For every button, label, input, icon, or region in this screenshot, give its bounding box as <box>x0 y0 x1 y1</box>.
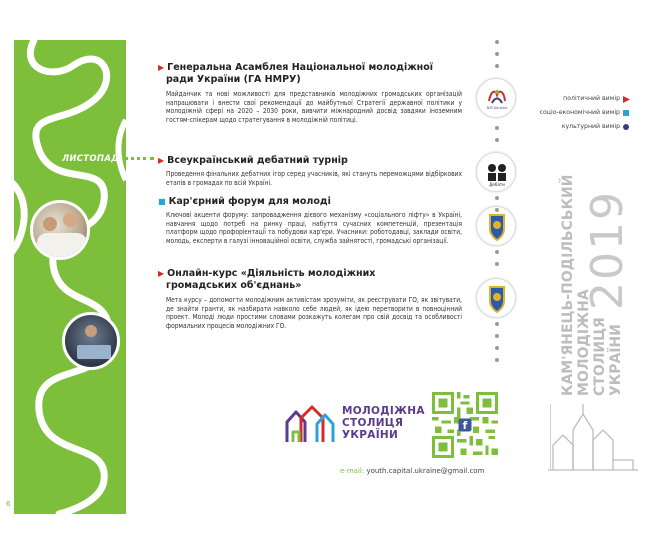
vertical-title-line3: СТОЛИЦЯ <box>592 317 608 396</box>
political-marker-icon: ▶ <box>158 63 165 72</box>
legend-socio-economic: соціо-економічний вимір <box>539 109 620 116</box>
qr-code[interactable] <box>432 392 498 458</box>
month-label: ЛИСТОПАД <box>62 154 120 164</box>
socio-economic-square-icon <box>623 110 629 116</box>
event-4 <box>158 268 462 330</box>
event-1 <box>158 62 462 124</box>
legend-cultural: культурний вимір <box>561 123 620 130</box>
svg-text:f: f <box>462 419 468 433</box>
political-marker-icon: ▶ <box>158 156 165 165</box>
photo-circle-2 <box>62 312 120 370</box>
event-title: ▶ Генеральна Асамблея Національної молодіжної ради України (ГА НМРУ) <box>158 62 434 85</box>
debate-logo-icon: Дебати <box>476 152 516 192</box>
month-connector <box>124 157 154 161</box>
nycu-logo-icon: NYCUkraine <box>476 78 516 118</box>
event-title: ■ Кар'єрний форум для молоді <box>158 196 331 207</box>
vertical-title-line2: МОЛОДІЖНА <box>576 289 592 396</box>
footer-email <box>340 467 484 475</box>
cultural-circle-icon <box>623 124 629 130</box>
political-triangle-icon <box>623 96 630 103</box>
event-body: Ключові акценти форуму: запровадження дієвого механізму «соціального ліфту» в Україні, навчання щодо потреб на ринку праці, набуття сучасних компетенцій, презентація платформ щодо профорієнтації та побудови кар'єри. Учасники: роботодавці, заклади освіти, молодь, експерти в галузі інноваційної освіти, служба зайнятості, громадські організації. <box>166 211 462 245</box>
photo-circle-1 <box>30 200 90 260</box>
brand-name <box>342 405 425 441</box>
brand-line3: УКРАЇНИ <box>342 429 399 441</box>
brand-line2: СТОЛИЦЯ <box>342 417 404 429</box>
vertical-year: 2019 <box>582 190 633 310</box>
timeline-dots <box>492 38 502 368</box>
event-body: Мета курсу – допомогти молодіжним активістам зрозуміти, як реєструвати ГО, як звітувати, де знайти гранти, як назбирати навколо себе людей, як ідею перетворити в повноцінний проект. Молоді люди простими словами розкажуть колегам про свій досвід та особливості формальних процесів молодіжних ГО. <box>166 296 462 330</box>
event-title: ▶ Онлайн-курс «Діяльність молодіжних громадських об'єднань» <box>158 268 376 291</box>
socio-economic-marker-icon: ■ <box>158 197 166 206</box>
houses-logo-icon <box>284 404 336 444</box>
political-marker-icon: ▶ <box>158 269 165 278</box>
page-number: 6 <box>6 500 11 508</box>
event-body: Проведення фінальних дебатних ігор серед учасників, які стануть переможцями відбіркових етапів в громадах по всій Україні. <box>166 170 462 187</box>
event-body: Майданчик та нові можливості для представників молодіжних громадських організацій напрацювати і внести свої рекомендації до майбутньої Стратегії державної політики у молодіжній сфері на 2020 – 2030 роки, вивчити міжнародний досвід завдяки іноземним гостям-спікерам щодо стратегування в молодіжній політиці. <box>166 90 462 124</box>
vertical-title-line1: КАМ'ЯНЕЦЬ-ПОДІЛЬСЬКИЙ <box>560 174 576 396</box>
email-link[interactable]: youth.capital.ukraine@gmail.com <box>366 467 485 475</box>
event-3 <box>158 196 462 245</box>
swirl-decoration <box>14 40 126 514</box>
castle-outline-icon <box>548 400 638 472</box>
event-2 <box>158 155 462 187</box>
event-title: ▶ Всеукраїнський дебатний турнір <box>158 155 348 166</box>
legend-political: політичний вимір <box>563 95 620 102</box>
separator-line <box>550 404 551 470</box>
email-label: e-mail: <box>340 467 365 475</box>
brand-line1: МОЛОДІЖНА <box>342 405 425 417</box>
vertical-title-line4: УКРАЇНИ <box>608 324 624 396</box>
